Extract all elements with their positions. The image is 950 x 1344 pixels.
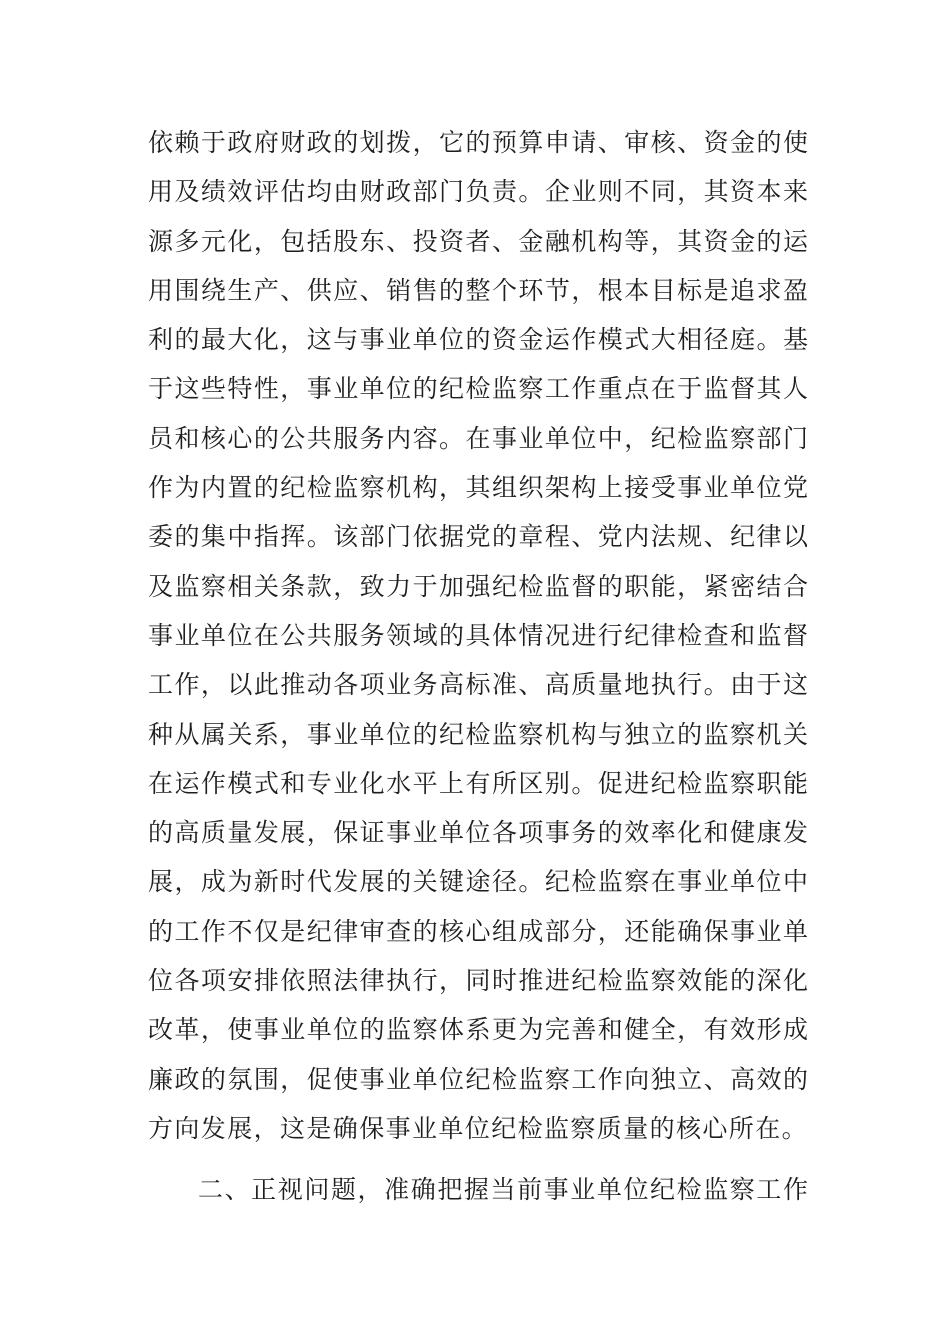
- paragraph-line: 的高质量发展，保证事业单位各项事务的效率化和健康发: [148, 818, 808, 848]
- section-heading: 二、正视问题，准确把握当前事业单位纪检监察工作: [198, 1175, 808, 1204]
- paragraph-line: 利的最大化，这与事业单位的资金运作模式大相径庭。基: [148, 325, 808, 355]
- paragraph-line: 用及绩效评估均由财政部门负责。企业则不同，其资本来: [148, 177, 808, 207]
- paragraph-line: 源多元化，包括股东、投资者、金融机构等，其资金的运: [148, 226, 808, 256]
- paragraph-line: 用围绕生产、供应、销售的整个环节，根本目标是追求盈: [148, 275, 808, 305]
- paragraph-line: 方向发展，这是确保事业单位纪检监察质量的核心所在。: [148, 1113, 809, 1143]
- paragraph-line: 展，成为新时代发展的关键途径。纪检监察在事业单位中: [148, 867, 808, 897]
- paragraph-line: 及监察相关条款，致力于加强纪检监督的职能，紧密结合: [148, 571, 808, 601]
- paragraph-line: 改革，使事业单位的监察体系更为完善和健全，有效形成: [148, 1015, 808, 1045]
- paragraph-line: 位各项安排依照法律执行，同时推进纪检监察效能的深化: [148, 966, 808, 996]
- paragraph-line: 作为内置的纪检监察机构，其组织架构上接受事业单位党: [148, 473, 808, 503]
- paragraph-line: 廉政的氛围，促使事业单位纪检监察工作向独立、高效的: [148, 1064, 808, 1094]
- paragraph-line: 的工作不仅是纪律审查的核心组成部分，还能确保事业单: [148, 916, 808, 946]
- body-paragraph: [148, 118, 808, 1153]
- paragraph-line: 员和核心的公共服务内容。在事业单位中，纪检监察部门: [148, 423, 808, 453]
- paragraph-line: 依赖于政府财政的划拨，它的预算申请、审核、资金的使: [148, 128, 808, 157]
- paragraph-line: 事业单位在公共服务领域的具体情况进行纪律检查和监督: [148, 620, 808, 650]
- paragraph-line: 工作，以此推动各项业务高标准、高质量地执行。由于这: [148, 670, 808, 700]
- paragraph-line: 种从属关系，事业单位的纪检监察机构与独立的监察机关: [148, 719, 808, 749]
- paragraph-line: 委的集中指挥。该部门依据党的章程、党内法规、纪律以: [148, 522, 808, 552]
- paragraph-line: 于这些特性，事业单位的纪检监察工作重点在于监督其人: [148, 374, 808, 404]
- paragraph-line: 在运作模式和专业化水平上有所区别。促进纪检监察职能: [148, 768, 808, 798]
